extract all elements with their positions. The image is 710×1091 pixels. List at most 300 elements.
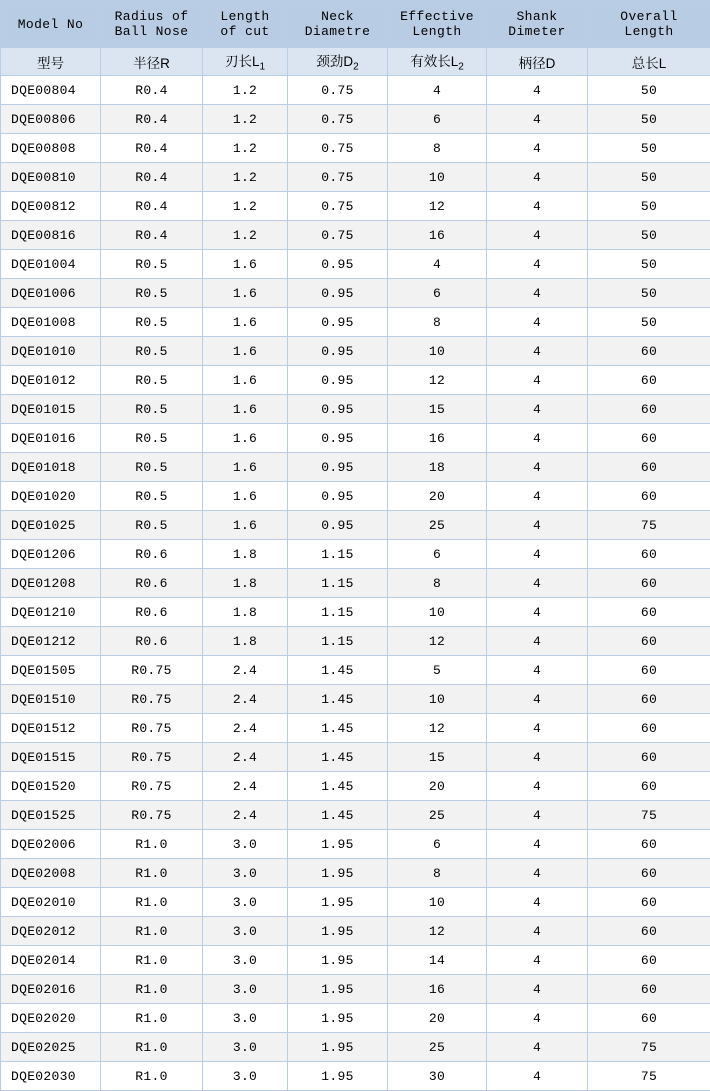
- cell-model-no: DQE01206: [1, 540, 101, 569]
- cell-value: R0.4: [101, 192, 203, 221]
- cell-value: 3.0: [203, 888, 288, 917]
- cell-value: 0.75: [288, 134, 388, 163]
- cell-value: 75: [588, 1033, 710, 1062]
- cell-value: 60: [588, 337, 710, 366]
- cell-value: 4: [487, 76, 588, 105]
- cell-value: 60: [588, 917, 710, 946]
- cell-model-no: DQE01212: [1, 627, 101, 656]
- cell-value: R0.75: [101, 714, 203, 743]
- cell-value: 2.4: [203, 743, 288, 772]
- cell-value: 1.8: [203, 598, 288, 627]
- cell-value: 10: [388, 888, 487, 917]
- cell-value: 8: [388, 859, 487, 888]
- table-row: [1, 134, 710, 163]
- cell-model-no: DQE02020: [1, 1004, 101, 1033]
- cell-value: 14: [388, 946, 487, 975]
- cell-value: 1.2: [203, 163, 288, 192]
- cell-value: 12: [388, 366, 487, 395]
- cell-value: 0.95: [288, 366, 388, 395]
- cell-model-no: DQE02008: [1, 859, 101, 888]
- cell-value: 15: [388, 743, 487, 772]
- cell-value: 3.0: [203, 946, 288, 975]
- cell-value: 60: [588, 772, 710, 801]
- cell-value: 1.45: [288, 743, 388, 772]
- cell-value: 60: [588, 859, 710, 888]
- header-overall-length: Overall Length: [588, 1, 710, 48]
- cell-value: 4: [487, 772, 588, 801]
- cell-value: 50: [588, 308, 710, 337]
- cell-value: R0.4: [101, 163, 203, 192]
- cell-value: 1.6: [203, 250, 288, 279]
- table-row: [1, 76, 710, 105]
- table-row: [1, 366, 710, 395]
- cell-value: 4: [487, 801, 588, 830]
- cell-model-no: DQE02010: [1, 888, 101, 917]
- table-row: [1, 1033, 710, 1062]
- cell-value: 0.95: [288, 453, 388, 482]
- cell-value: R0.4: [101, 221, 203, 250]
- cell-model-no: DQE00804: [1, 76, 101, 105]
- cell-value: 1.95: [288, 1062, 388, 1091]
- cell-value: 12: [388, 714, 487, 743]
- cell-value: R1.0: [101, 917, 203, 946]
- header-neck-diametre: Neck Diametre: [288, 1, 388, 48]
- cell-value: R0.5: [101, 453, 203, 482]
- cell-value: 2.4: [203, 685, 288, 714]
- cell-value: 50: [588, 163, 710, 192]
- cell-value: 15: [388, 395, 487, 424]
- table-row: [1, 308, 710, 337]
- table-row: [1, 772, 710, 801]
- cell-value: 4: [487, 192, 588, 221]
- cell-value: R0.5: [101, 250, 203, 279]
- cell-value: 3.0: [203, 975, 288, 1004]
- cell-value: 50: [588, 192, 710, 221]
- cell-value: 1.6: [203, 482, 288, 511]
- cell-value: 4: [487, 250, 588, 279]
- cell-value: 60: [588, 714, 710, 743]
- header-cn-model-no: 型号: [1, 48, 101, 76]
- cell-value: 16: [388, 424, 487, 453]
- cell-model-no: DQE01025: [1, 511, 101, 540]
- cell-model-no: DQE01512: [1, 714, 101, 743]
- header-row-chinese: [1, 48, 710, 76]
- cell-value: 25: [388, 1033, 487, 1062]
- cell-value: 1.95: [288, 1033, 388, 1062]
- header-cn-effective-length: 有效长$L_2$: [388, 48, 487, 76]
- cell-value: 6: [388, 105, 487, 134]
- cell-value: 10: [388, 685, 487, 714]
- table-row: [1, 1004, 710, 1033]
- cell-value: R1.0: [101, 975, 203, 1004]
- cell-value: 0.95: [288, 424, 388, 453]
- cell-value: 6: [388, 279, 487, 308]
- table-row: [1, 221, 710, 250]
- cell-model-no: DQE00808: [1, 134, 101, 163]
- cell-value: 60: [588, 482, 710, 511]
- cell-value: 1.95: [288, 830, 388, 859]
- cell-value: 0.95: [288, 250, 388, 279]
- cell-value: R1.0: [101, 1033, 203, 1062]
- cell-value: 18: [388, 453, 487, 482]
- cell-value: 60: [588, 975, 710, 1004]
- table-row: [1, 859, 710, 888]
- cell-value: 0.75: [288, 163, 388, 192]
- cell-value: 1.15: [288, 569, 388, 598]
- cell-value: 1.2: [203, 105, 288, 134]
- cell-value: 6: [388, 540, 487, 569]
- cell-value: 0.95: [288, 482, 388, 511]
- table-row: [1, 569, 710, 598]
- table-row: [1, 453, 710, 482]
- cell-value: 20: [388, 1004, 487, 1033]
- table-row: [1, 337, 710, 366]
- cell-value: 4: [487, 511, 588, 540]
- cell-model-no: DQE01520: [1, 772, 101, 801]
- cell-value: R1.0: [101, 946, 203, 975]
- cell-model-no: DQE01012: [1, 366, 101, 395]
- cell-model-no: DQE02012: [1, 917, 101, 946]
- cell-value: 1.2: [203, 221, 288, 250]
- cell-value: R0.5: [101, 511, 203, 540]
- cell-value: 1.15: [288, 540, 388, 569]
- cell-value: 3.0: [203, 830, 288, 859]
- header-shank-dimeter: Shank Dimeter: [487, 1, 588, 48]
- cell-value: 16: [388, 975, 487, 1004]
- header-subscript: 2: [458, 62, 464, 73]
- cell-value: 1.8: [203, 540, 288, 569]
- cell-value: 1.8: [203, 627, 288, 656]
- cell-value: 4: [487, 453, 588, 482]
- cell-value: 4: [388, 76, 487, 105]
- cell-value: 12: [388, 627, 487, 656]
- cell-value: 1.45: [288, 656, 388, 685]
- cell-value: 0.95: [288, 279, 388, 308]
- header-radius-of-ball-nose: Radius of Ball Nose: [101, 1, 203, 48]
- cell-value: R0.5: [101, 424, 203, 453]
- cell-value: R0.5: [101, 366, 203, 395]
- cell-value: 60: [588, 540, 710, 569]
- cell-value: 4: [487, 859, 588, 888]
- cell-value: 0.75: [288, 105, 388, 134]
- cell-value: R1.0: [101, 888, 203, 917]
- cell-value: 4: [487, 1033, 588, 1062]
- header-cn-length-of-cut: 刃长$L_1$: [203, 48, 288, 76]
- cell-value: 4: [487, 1062, 588, 1091]
- cell-value: 30: [388, 1062, 487, 1091]
- header-subscript: 1: [259, 62, 265, 73]
- cell-model-no: DQE01006: [1, 279, 101, 308]
- cell-value: 1.95: [288, 888, 388, 917]
- table-row: [1, 424, 710, 453]
- cell-value: R0.75: [101, 801, 203, 830]
- cell-value: R0.5: [101, 279, 203, 308]
- table-row: [1, 105, 710, 134]
- cell-value: 1.6: [203, 366, 288, 395]
- cell-value: 1.2: [203, 134, 288, 163]
- cell-model-no: DQE00812: [1, 192, 101, 221]
- header-cn-neck-diametre: 颈劲$D_2$: [288, 48, 388, 76]
- cell-value: 1.6: [203, 453, 288, 482]
- table-row: [1, 888, 710, 917]
- cell-value: 1.95: [288, 1004, 388, 1033]
- cell-value: R0.4: [101, 76, 203, 105]
- cell-model-no: DQE01018: [1, 453, 101, 482]
- cell-value: 50: [588, 279, 710, 308]
- cell-value: 3.0: [203, 1033, 288, 1062]
- cell-value: 60: [588, 685, 710, 714]
- cell-value: 4: [487, 627, 588, 656]
- cell-value: 4: [487, 366, 588, 395]
- table-row: [1, 163, 710, 192]
- table-row: [1, 975, 710, 1004]
- cell-value: 50: [588, 134, 710, 163]
- cell-value: 75: [588, 511, 710, 540]
- table-row: [1, 685, 710, 714]
- cell-value: 0.75: [288, 192, 388, 221]
- cell-value: R0.6: [101, 540, 203, 569]
- cell-value: 4: [487, 395, 588, 424]
- cell-model-no: DQE01004: [1, 250, 101, 279]
- cell-value: 3.0: [203, 1062, 288, 1091]
- cell-value: 2.4: [203, 801, 288, 830]
- cell-model-no: DQE01015: [1, 395, 101, 424]
- cell-model-no: DQE01020: [1, 482, 101, 511]
- cell-value: R1.0: [101, 1004, 203, 1033]
- cell-value: 1.45: [288, 714, 388, 743]
- cell-value: 4: [487, 1004, 588, 1033]
- cell-value: 5: [388, 656, 487, 685]
- cell-value: 60: [588, 888, 710, 917]
- cell-value: 1.2: [203, 76, 288, 105]
- cell-value: 8: [388, 569, 487, 598]
- cell-value: R0.5: [101, 308, 203, 337]
- cell-model-no: DQE01510: [1, 685, 101, 714]
- cell-value: R0.5: [101, 337, 203, 366]
- cell-model-no: DQE01208: [1, 569, 101, 598]
- cell-model-no: DQE02014: [1, 946, 101, 975]
- cell-value: 0.95: [288, 337, 388, 366]
- cell-value: 1.6: [203, 511, 288, 540]
- table-row: [1, 250, 710, 279]
- cell-value: R0.75: [101, 772, 203, 801]
- cell-value: 4: [487, 743, 588, 772]
- cell-value: 4: [487, 105, 588, 134]
- header-subscript: 2: [353, 62, 359, 73]
- cell-value: 6: [388, 830, 487, 859]
- cell-value: 4: [487, 279, 588, 308]
- header-cn-overall-length: 总长L: [588, 48, 710, 76]
- cell-model-no: DQE01008: [1, 308, 101, 337]
- cell-value: 25: [388, 511, 487, 540]
- cell-value: 75: [588, 1062, 710, 1091]
- cell-model-no: DQE01010: [1, 337, 101, 366]
- cell-value: 60: [588, 395, 710, 424]
- cell-value: 1.6: [203, 279, 288, 308]
- header-cn-shank-dimeter: 柄径D: [487, 48, 588, 76]
- cell-value: R0.6: [101, 569, 203, 598]
- table-body: [1, 76, 710, 1091]
- table-row: [1, 511, 710, 540]
- cell-value: 4: [487, 134, 588, 163]
- cell-value: 3.0: [203, 917, 288, 946]
- cell-value: 4: [487, 540, 588, 569]
- cell-value: 20: [388, 482, 487, 511]
- cell-value: 2.4: [203, 656, 288, 685]
- cell-model-no: DQE02030: [1, 1062, 101, 1091]
- table-row: [1, 656, 710, 685]
- table-row: [1, 482, 710, 511]
- table-row: [1, 830, 710, 859]
- cell-value: 60: [588, 656, 710, 685]
- cell-value: 1.2: [203, 192, 288, 221]
- cell-value: 50: [588, 76, 710, 105]
- cell-value: 75: [588, 801, 710, 830]
- table-row: [1, 279, 710, 308]
- cell-model-no: DQE00816: [1, 221, 101, 250]
- cell-value: 60: [588, 569, 710, 598]
- cell-value: R0.75: [101, 685, 203, 714]
- cell-value: 4: [487, 714, 588, 743]
- cell-value: 4: [487, 308, 588, 337]
- cell-value: 16: [388, 221, 487, 250]
- cell-value: 0.95: [288, 511, 388, 540]
- table-row: [1, 714, 710, 743]
- cell-value: 4: [487, 830, 588, 859]
- cell-value: 3.0: [203, 859, 288, 888]
- cell-value: 20: [388, 772, 487, 801]
- cell-value: 1.45: [288, 801, 388, 830]
- cell-model-no: DQE01525: [1, 801, 101, 830]
- cell-value: 50: [588, 250, 710, 279]
- cell-model-no: DQE01515: [1, 743, 101, 772]
- cell-value: 10: [388, 598, 487, 627]
- cell-model-no: DQE01210: [1, 598, 101, 627]
- table-row: [1, 395, 710, 424]
- header-length-of-cut: Length of cut: [203, 1, 288, 48]
- table-header: [1, 1, 710, 76]
- cell-value: 2.4: [203, 714, 288, 743]
- cell-value: 60: [588, 830, 710, 859]
- cell-model-no: DQE01505: [1, 656, 101, 685]
- cell-model-no: DQE00810: [1, 163, 101, 192]
- cell-value: 60: [588, 743, 710, 772]
- cell-value: 4: [487, 482, 588, 511]
- cell-value: R0.5: [101, 482, 203, 511]
- cell-value: 0.95: [288, 308, 388, 337]
- cell-value: 0.75: [288, 76, 388, 105]
- cell-model-no: DQE02016: [1, 975, 101, 1004]
- cell-value: 8: [388, 134, 487, 163]
- table-row: [1, 627, 710, 656]
- cell-value: R0.4: [101, 134, 203, 163]
- cell-value: 12: [388, 192, 487, 221]
- cell-value: R0.75: [101, 656, 203, 685]
- cell-model-no: DQE02025: [1, 1033, 101, 1062]
- cell-value: 1.95: [288, 917, 388, 946]
- cell-value: 3.0: [203, 1004, 288, 1033]
- cell-model-no: DQE00806: [1, 105, 101, 134]
- cell-value: 50: [588, 105, 710, 134]
- table-row: [1, 946, 710, 975]
- header-row-english: [1, 1, 710, 48]
- cell-value: 12: [388, 917, 487, 946]
- cell-value: 1.95: [288, 975, 388, 1004]
- cell-value: 2.4: [203, 772, 288, 801]
- cell-value: 1.6: [203, 337, 288, 366]
- cell-value: R1.0: [101, 859, 203, 888]
- cell-value: 8: [388, 308, 487, 337]
- header-cn-radius: 半径R: [101, 48, 203, 76]
- cell-value: 1.15: [288, 627, 388, 656]
- cell-value: R0.5: [101, 395, 203, 424]
- cell-value: 0.75: [288, 221, 388, 250]
- table-row: [1, 743, 710, 772]
- cell-value: 4: [487, 221, 588, 250]
- cell-value: 1.95: [288, 859, 388, 888]
- cell-value: R1.0: [101, 830, 203, 859]
- table-row: [1, 801, 710, 830]
- cell-value: 1.15: [288, 598, 388, 627]
- cell-value: 60: [588, 598, 710, 627]
- cell-value: 4: [487, 569, 588, 598]
- cell-value: 4: [487, 598, 588, 627]
- cell-value: 4: [487, 337, 588, 366]
- cell-value: 10: [388, 337, 487, 366]
- cell-value: 1.45: [288, 772, 388, 801]
- cell-value: 4: [487, 685, 588, 714]
- cell-value: R0.75: [101, 743, 203, 772]
- cell-value: 1.45: [288, 685, 388, 714]
- cell-value: R0.6: [101, 598, 203, 627]
- cell-value: 1.6: [203, 395, 288, 424]
- header-model-no: Model No: [1, 1, 101, 48]
- cell-value: 4: [487, 163, 588, 192]
- cell-value: 1.6: [203, 424, 288, 453]
- header-effective-length: Effective Length: [388, 1, 487, 48]
- table-row: [1, 598, 710, 627]
- table-row: [1, 540, 710, 569]
- cell-value: 1.6: [203, 308, 288, 337]
- cell-value: 1.95: [288, 946, 388, 975]
- cell-value: 4: [487, 424, 588, 453]
- cell-value: 1.8: [203, 569, 288, 598]
- cell-value: 4: [487, 888, 588, 917]
- cell-value: 60: [588, 946, 710, 975]
- cell-value: 60: [588, 424, 710, 453]
- cell-value: R0.4: [101, 105, 203, 134]
- cell-model-no: DQE01016: [1, 424, 101, 453]
- cell-value: 50: [588, 221, 710, 250]
- cell-value: R1.0: [101, 1062, 203, 1091]
- table-row: [1, 1062, 710, 1091]
- cell-value: 4: [487, 946, 588, 975]
- cell-model-no: DQE02006: [1, 830, 101, 859]
- cell-value: 4: [487, 975, 588, 1004]
- cell-value: 4: [487, 917, 588, 946]
- cell-value: 60: [588, 1004, 710, 1033]
- cell-value: R0.6: [101, 627, 203, 656]
- table-row: [1, 192, 710, 221]
- table-row: [1, 917, 710, 946]
- cell-value: 10: [388, 163, 487, 192]
- cell-value: 25: [388, 801, 487, 830]
- cell-value: 60: [588, 453, 710, 482]
- cell-value: 60: [588, 366, 710, 395]
- cell-value: 0.95: [288, 395, 388, 424]
- cell-value: 4: [487, 656, 588, 685]
- cell-value: 4: [388, 250, 487, 279]
